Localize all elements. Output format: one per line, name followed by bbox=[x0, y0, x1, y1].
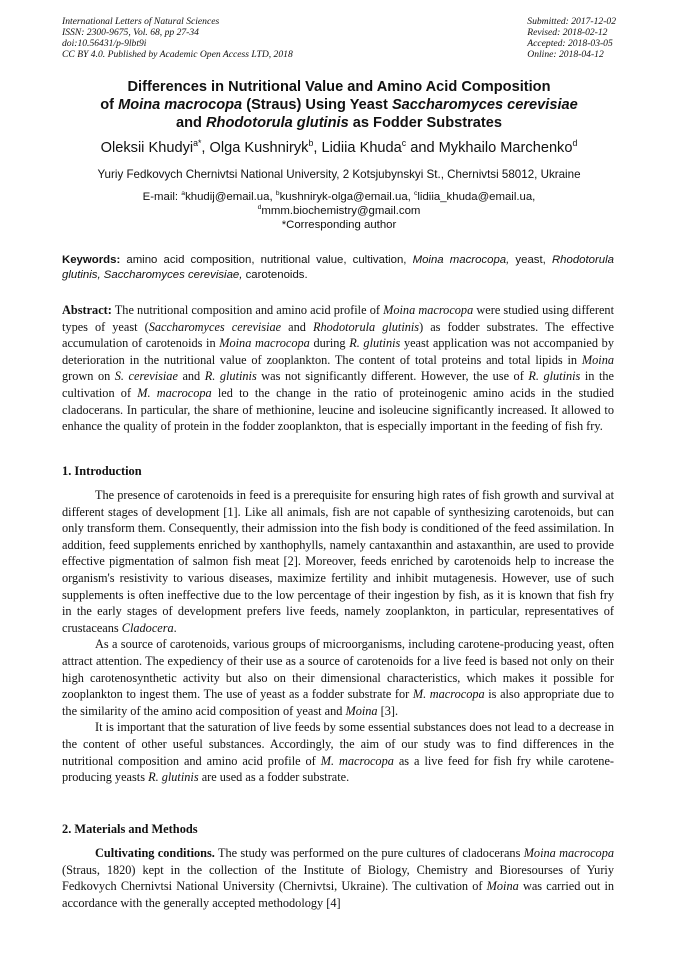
online-date: Online: 2018-04-12 bbox=[527, 49, 604, 60]
title-line-1: Differences in Nutritional Value and Amino Acid Composition bbox=[127, 79, 551, 95]
corresponding-note: *Corresponding author bbox=[281, 219, 397, 231]
introduction-body bbox=[62, 487, 614, 786]
keywords: Keywords: amino acid composition, nutritional value, cultivation, Moina macrocopa, yeast, Rhodotorula glutinis, Saccharomyces cerevisiae, carotenoids. bbox=[62, 254, 614, 281]
license-line: CC BY 4.0. Published by Academic Open Access LTD, 2018 bbox=[62, 49, 293, 60]
title-line-2: of Moina macrocopa (Straus) Using Yeast Saccharomyces cerevisiae bbox=[100, 97, 578, 113]
author-name: Oleksii Khudyi bbox=[100, 140, 194, 156]
author-name: Olga Kushniryk bbox=[209, 140, 309, 156]
methods-body bbox=[62, 845, 614, 911]
author-name: Lidiia Khuda bbox=[321, 140, 402, 156]
email-block bbox=[40, 190, 638, 232]
paper-title bbox=[40, 78, 638, 132]
paragraph: It is important that the saturation of live feeds by some essential substances does not lead to a decrease in the content of other useful substances. Accordingly, the aim of our study was to find differences in the nutritional composition and amino acid profile of M. macrocopa as a live feed for fish fry while carotene-producing yeasts R. glutinis are used as a fodder substrate. bbox=[62, 720, 614, 785]
paragraph: As a source of carotenoids, various groups of microorganisms, including carotene-producing yeast, often attract attention. The expediency of their use as a source of carotenoids for a live feed is based not only on their high carotenosynthetic activity but also on their dimensional characteristics, which makes it possible for zooplankton to ingest them. The use of yeast as a fodder substrate for M. macrocopa is also appropriate due to the similarity of the amino acid composition of yeast and Moina [3]. bbox=[62, 637, 614, 718]
email-link[interactable]: lidiia_khuda@email.ua, bbox=[417, 191, 536, 203]
accepted-date: Accepted: 2018-03-05 bbox=[527, 38, 613, 49]
email-line-2: $^d$mmm.biochemistry@gmail.com bbox=[257, 204, 421, 217]
title-line-3: and Rhodotorula glutinis as Fodder Substrates bbox=[176, 115, 502, 131]
doi-line[interactable]: doi:10.56431/p-9lbt9i bbox=[62, 38, 147, 49]
email-link[interactable]: kushniryk-olga@email.ua, bbox=[279, 191, 414, 203]
email-line-1: E-mail: $^a$khudij@email.ua, $^b$kushniryk-olga@email.ua, $^c$lidiia_khuda@email.ua, bbox=[142, 190, 536, 203]
email-link[interactable]: khudij@email.ua, bbox=[185, 191, 276, 203]
email-link[interactable]: mmm.biochemistry@gmail.com bbox=[261, 205, 421, 217]
dates-info bbox=[527, 16, 616, 60]
revised-date: Revised: 2018-02-12 bbox=[527, 27, 608, 38]
issn-line: ISSN: 2300-9675, Vol. 68, pp 27-34 bbox=[62, 27, 199, 38]
paragraph: Cultivating conditions. The study was performed on the pure cultures of cladocerans Moina macrocopa (Straus, 1820) kept in the collection of the Institute of Biology, Chemistry and Bioresourses of Yuriy Fedkovych Chernivtsi National University (Chernivtsi, Ukraine). The cultivation of Moina was carried out in accordance with the generally accepted methodology [4] bbox=[62, 846, 615, 910]
submitted-date: Submitted: 2017-12-02 bbox=[527, 16, 616, 27]
author-list: Oleksii Khudyi$^{a*}$, Olga Kushniryk$^b$, Lidiia Khuda$^c$ and Mykhailo Marchenko$^d$ bbox=[100, 138, 578, 156]
paragraph: The presence of carotenoids in feed is a prerequisite for ensuring high rates of fish growth and survival at different stages of development [1]. Like all animals, fish are not capable of synthesizing carotenoids, but can only transform them. Consequently, their admission into the fish body is conditioned of the feed assimilation. In addition, feed supplements enriched by xanthophylls, namely cantaxanthin and astaxanthin, are used to provide effective pigmentation of salmon fish meat [2]. Moreover, feeds enriched by carotenoids help to increase the organism's resistivity to various diseases, maximize fertility and inhibit mutagenesis. However, use of such supplements is often ineffective due to the low percentage of their ingestion by fish, as it is known that fish fry in the early stages of development prefers live feeds, namely zooplankton, in particular, representatives of crustaceans Cladocera. bbox=[62, 488, 614, 635]
affiliation: Yuriy Fedkovych Chernivtsi National University, 2 Kotsjubynskyi St., Chernivtsi 58012, Ukraine bbox=[97, 168, 581, 181]
journal-info bbox=[62, 16, 293, 60]
journal-name: International Letters of Natural Sciences bbox=[62, 16, 220, 27]
abstract: Abstract: The nutritional composition and amino acid profile of Moina macrocopa were studied using different types of yeast (Saccharomyces cerevisiae and Rhodotorula glutinis) as fodder substrates. The effective accumulation of carotenoids in Moina macrocopa during R. glutinis yeast application was not accompanied by deterioration in the nutritional value of zooplankton. The content of total proteins and total lipids in Moina grown on S. cerevisiae and R. glutinis was not significantly different. However, the use of R. glutinis in the cultivation of M. macrocopa led to the change in the ratio of proteinogenic amino acids in the studied cladocerans. In particular, the share of methionine, leucine and isoleucine significantly increased. It allowed to enhance the quality of protein in the fodder zooplankton, that is especially important in the feeding of fish fry. bbox=[62, 303, 614, 434]
author-name: Mykhailo Marchenko bbox=[438, 140, 573, 156]
section-heading-introduction: 1. Introduction bbox=[62, 464, 142, 478]
section-heading-methods: 2. Materials and Methods bbox=[62, 822, 198, 836]
abstract-label: Abstract: bbox=[62, 303, 112, 317]
